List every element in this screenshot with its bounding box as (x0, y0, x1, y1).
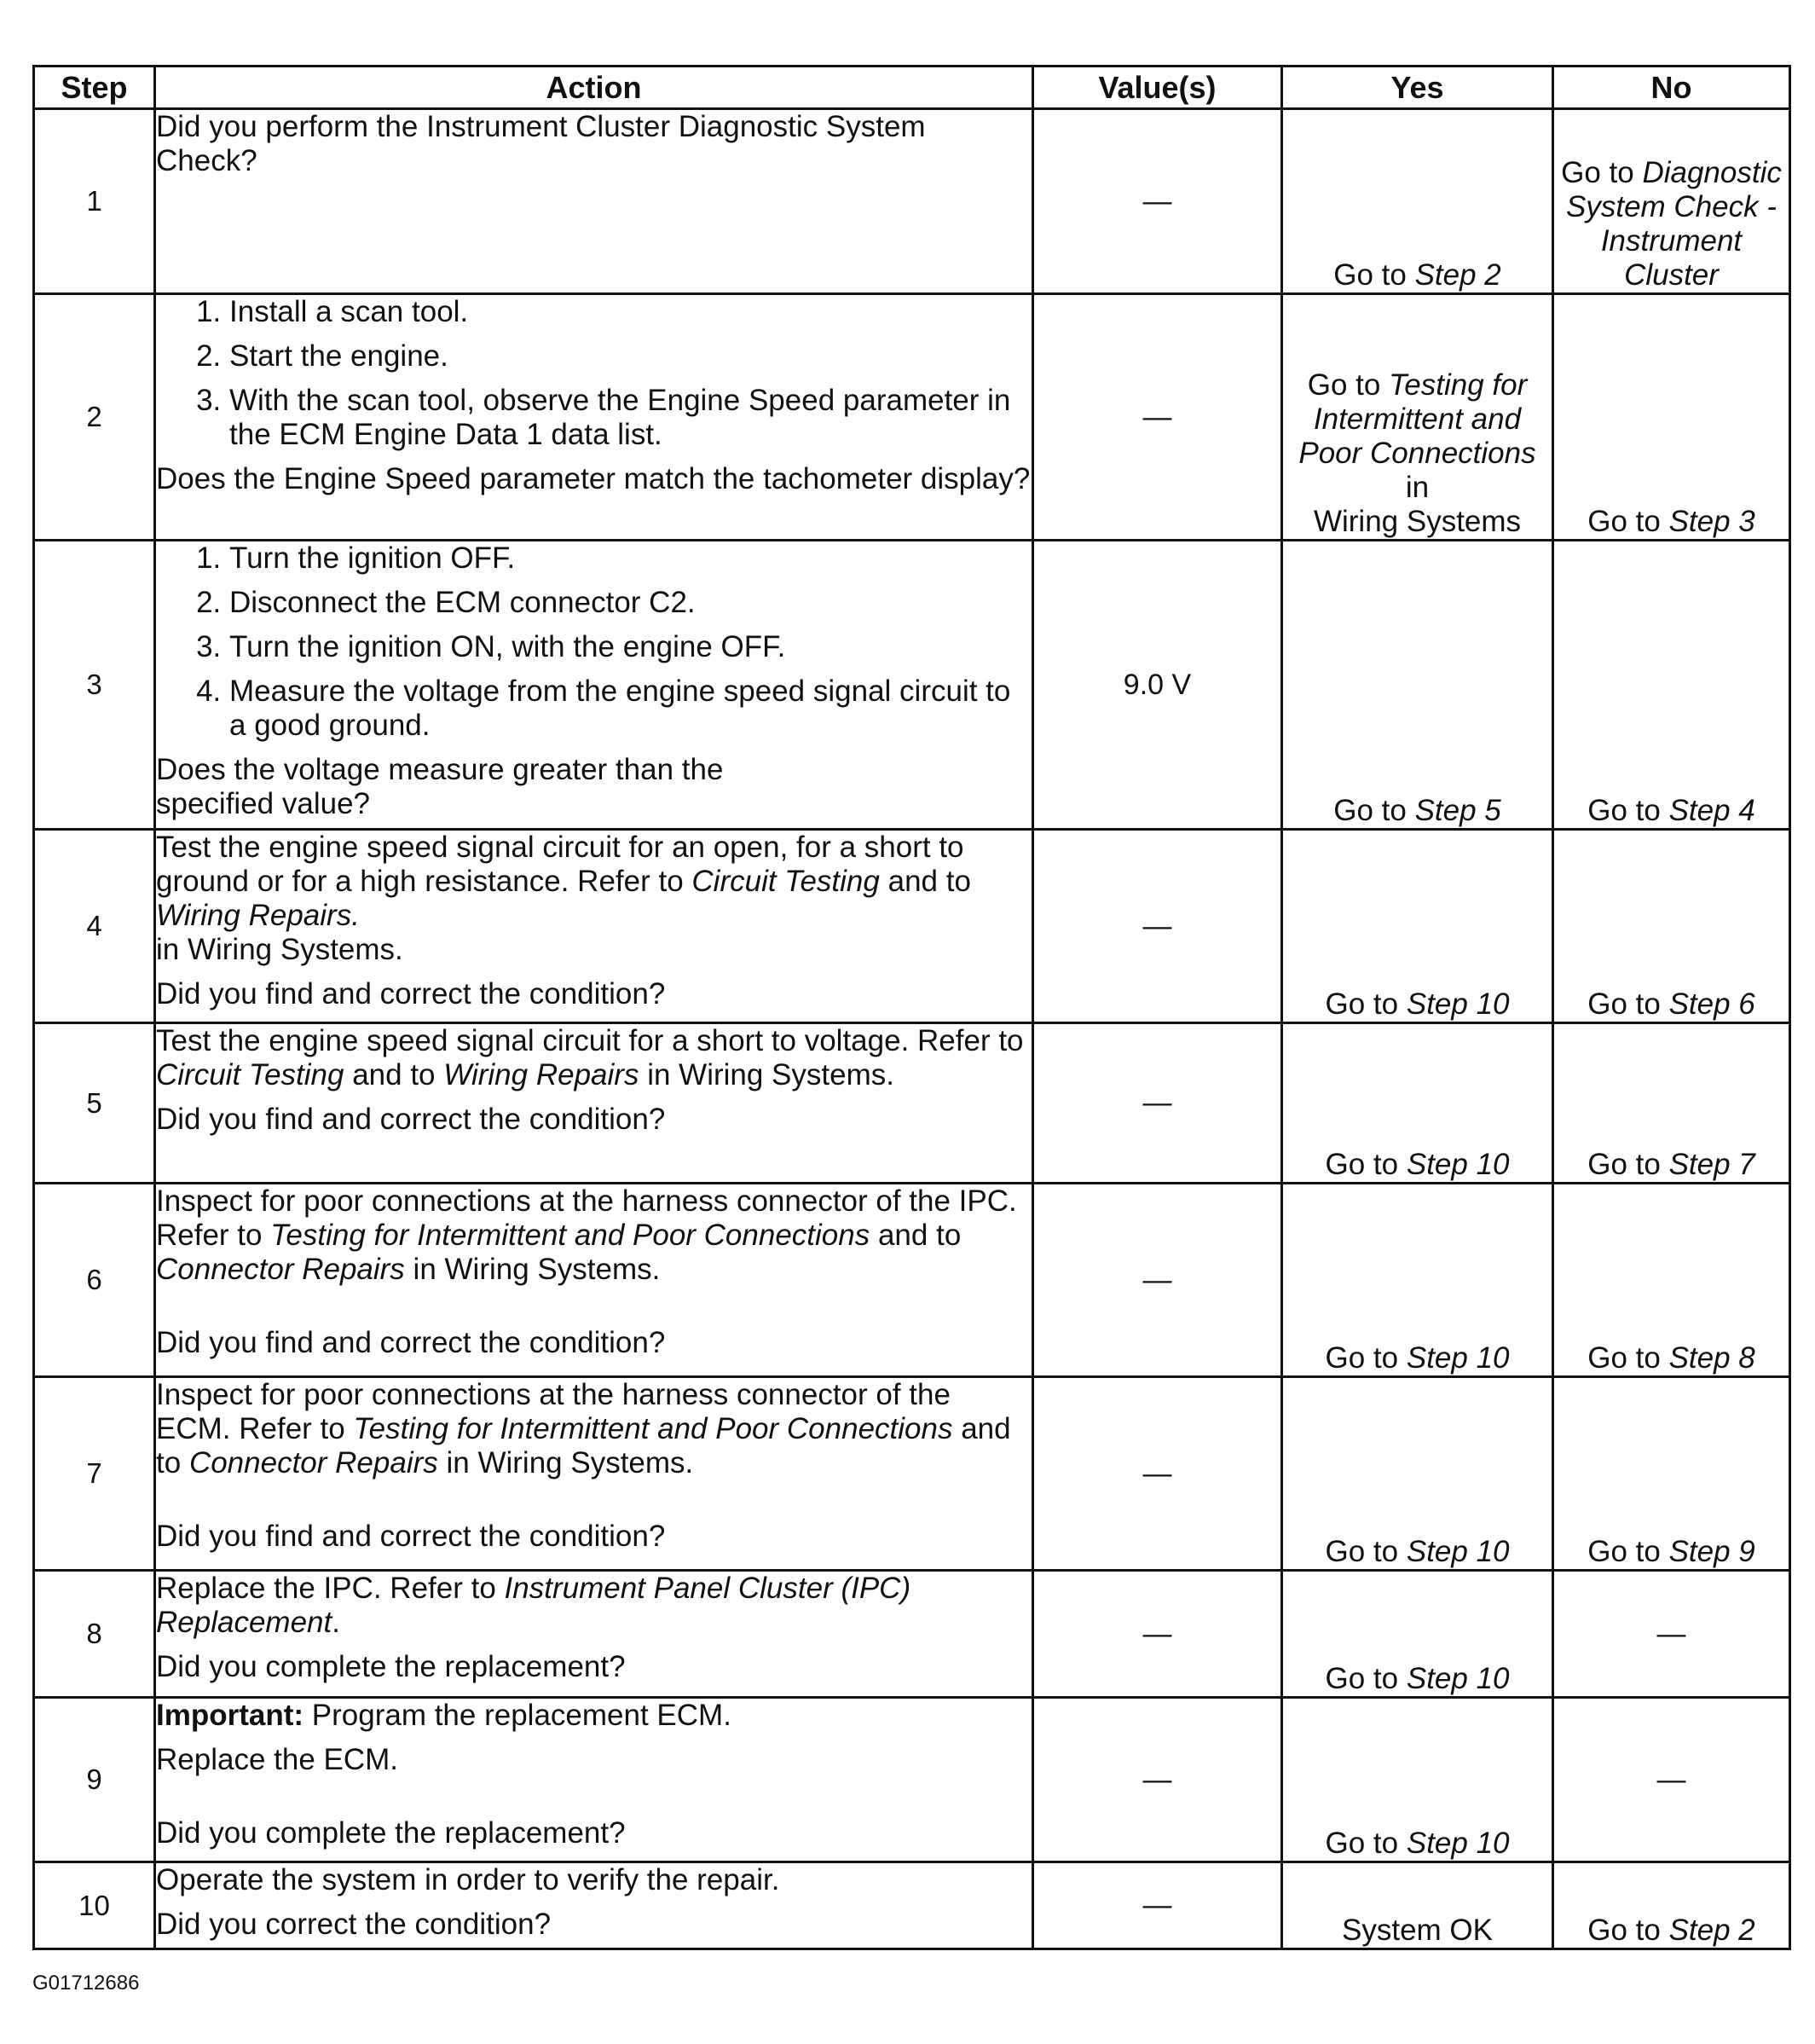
go-to-text: Go to (1325, 1827, 1399, 1860)
important-label: Important: (156, 1699, 304, 1732)
action-cell (155, 1571, 1033, 1698)
instruction-text: in Wiring Systems. (647, 1058, 894, 1091)
action-instruction: Replace the IPC. Refer to Instrument Panel Cluster (IPC) Replacement. (156, 1572, 911, 1639)
instruction-text: and to (887, 865, 971, 898)
step-number: 1 (34, 109, 155, 294)
table-row (34, 1184, 1790, 1377)
list-item: 4. Measure the voltage from the engine speed signal circuit to a good ground. (229, 675, 1032, 743)
procedure-link[interactable]: Diagnostic System Check - Instrument Cluster (1566, 156, 1782, 292)
procedure-link[interactable]: Testing for Intermittent and Poor Connections (1298, 368, 1536, 470)
no-cell (1553, 109, 1790, 294)
yes-cell (1282, 830, 1553, 1023)
reference-link[interactable]: Circuit Testing (156, 1058, 344, 1091)
step-link[interactable]: Step 4 (1668, 794, 1755, 827)
step-link[interactable]: Step 7 (1668, 1148, 1755, 1181)
step-number: 6 (34, 1184, 155, 1377)
reference-link[interactable]: Connector Repairs (156, 1253, 405, 1286)
go-to-text: Go to (1587, 1341, 1661, 1375)
header-yes: Yes (1282, 67, 1553, 109)
action-question: Did you find and correct the condition? (156, 1103, 666, 1136)
step-number: 9 (34, 1698, 155, 1862)
instruction-text: in Wiring Systems. (156, 933, 403, 966)
action-question: Did you find and correct the condition? (156, 1520, 666, 1553)
instruction-text: Inspect for poor connections at the harness connector of the IPC. Refer to (156, 1184, 1017, 1252)
no-cell (1553, 1023, 1790, 1184)
no-cell (1553, 1377, 1790, 1571)
go-to-text: Go to (1561, 156, 1634, 189)
go-to-text: Go to (1587, 1148, 1661, 1181)
step-link[interactable]: Step 5 (1414, 794, 1501, 827)
action-cell (155, 1184, 1033, 1377)
go-to-text: Go to (1333, 794, 1407, 827)
no-cell (1553, 541, 1790, 830)
table-row (34, 830, 1790, 1023)
in-text: in (1405, 471, 1430, 504)
action-question: Did you find and correct the condition? (156, 1326, 666, 1359)
value-cell: — (1033, 1698, 1282, 1862)
header-row (34, 67, 1790, 109)
go-to-text: Go to (1325, 1341, 1399, 1375)
no-cell: — (1553, 1698, 1790, 1862)
yes-cell (1282, 1023, 1553, 1184)
value-cell: — (1033, 1023, 1282, 1184)
action-instruction (156, 1184, 1032, 1287)
instruction-text: in Wiring Systems. (413, 1253, 661, 1286)
go-to-text: Go to (1587, 794, 1661, 827)
yes-cell (1282, 541, 1553, 830)
step-link[interactable]: Step 10 (1406, 1827, 1510, 1860)
table-row (34, 1377, 1790, 1571)
go-to-text: Go to (1587, 505, 1661, 538)
step-number: 3 (34, 541, 155, 830)
reference-link[interactable]: Testing for Intermittent and Poor Connections (353, 1412, 953, 1445)
action-cell (155, 830, 1033, 1023)
step-number: 7 (34, 1377, 155, 1571)
step-link[interactable]: Step 2 (1414, 258, 1501, 292)
step-link[interactable]: Step 10 (1406, 1341, 1510, 1375)
go-to-text: Go to (1325, 1535, 1399, 1568)
table-row (34, 294, 1790, 541)
go-to-text: Go to (1333, 258, 1407, 292)
instruction-text: and to (156, 1412, 1011, 1479)
go-to-text: Go to (1325, 1662, 1399, 1695)
table-row (34, 541, 1790, 830)
reference-link[interactable]: Instrument Panel Cluster (IPC) Replacement (156, 1572, 911, 1639)
figure-id: G01712686 (32, 1972, 140, 1995)
go-to-text: Go to (1587, 987, 1661, 1021)
go-to-text: Go to (1325, 987, 1399, 1021)
table-row (34, 1023, 1790, 1184)
go-to-text: Go to (1307, 368, 1381, 402)
action-question: Does the voltage measure greater than the specified value? (156, 753, 724, 820)
instruction-text: and to (352, 1058, 436, 1091)
action-question: Did you find and correct the condition? (156, 977, 666, 1010)
step-link[interactable]: Step 10 (1406, 1662, 1510, 1695)
instruction-text: Test the engine speed signal circuit for an open, for a short to ground or for a high resistance. Refer to (156, 831, 964, 898)
list-item: 2. Start the engine. (229, 339, 1032, 373)
yes-cell: System OK (1282, 1862, 1553, 1949)
step-link[interactable]: Step 6 (1668, 987, 1755, 1021)
yes-cell (1282, 109, 1553, 294)
no-cell (1553, 1184, 1790, 1377)
no-cell (1553, 830, 1790, 1023)
value-cell: — (1033, 1377, 1282, 1571)
instruction-text: Inspect for poor connections at the harness connector of the ECM. Refer to (156, 1378, 951, 1445)
important-note (156, 1699, 1032, 1733)
action-instruction (156, 1378, 1032, 1480)
action-cell (155, 1698, 1033, 1862)
reference-link[interactable]: Testing for Intermittent and Poor Connections (270, 1219, 870, 1252)
instruction-text: in Wiring Systems. (446, 1446, 694, 1479)
table-row (34, 1862, 1790, 1949)
action-question: Did you correct the condition? (156, 1908, 552, 1941)
instruction-text: Test the engine speed signal circuit for a short to voltage. Refer to (156, 1024, 1024, 1057)
yes-cell (1282, 1377, 1553, 1571)
action-cell (155, 109, 1033, 294)
value-cell: — (1033, 1184, 1282, 1377)
step-number: 2 (34, 294, 155, 541)
step-number: 8 (34, 1571, 155, 1698)
step-link[interactable]: Step 2 (1668, 1914, 1755, 1947)
yes-cell (1282, 1184, 1553, 1377)
value-cell: — (1033, 1571, 1282, 1698)
step-link[interactable]: Step 10 (1406, 1148, 1510, 1181)
instruction-text: Replace the IPC. Refer to (156, 1572, 496, 1605)
list-item: 1. Turn the ignition OFF. (229, 541, 1032, 576)
action-instruction (156, 1024, 1032, 1092)
step-link[interactable]: Step 3 (1668, 505, 1755, 538)
no-cell (1553, 294, 1790, 541)
value-cell: — (1033, 830, 1282, 1023)
diagnostic-table (32, 65, 1791, 1950)
value-cell: 9.0 V (1033, 541, 1282, 830)
table-row (34, 1698, 1790, 1862)
step-link[interactable]: Step 10 (1406, 987, 1510, 1021)
list-item: 2. Disconnect the ECM connector C2. (229, 586, 1032, 620)
action-list (156, 541, 1032, 743)
step-number: 5 (34, 1023, 155, 1184)
value-cell: — (1033, 109, 1282, 294)
value-cell: — (1033, 294, 1282, 541)
action-instruction: Operate the system in order to verify the repair. (156, 1863, 780, 1896)
instruction-text: and to (877, 1219, 962, 1252)
action-cell (155, 1862, 1033, 1949)
go-to-text: Go to (1587, 1914, 1661, 1947)
wiring-systems-text: Wiring Systems (1313, 505, 1522, 538)
action-cell (155, 1023, 1033, 1184)
important-text: Program the replacement ECM. (311, 1699, 731, 1732)
reference-link[interactable]: Circuit Testing (691, 865, 880, 898)
action-cell (155, 541, 1033, 830)
step-link[interactable]: Step 10 (1406, 1535, 1510, 1568)
table-row (34, 109, 1790, 294)
action-cell (155, 1377, 1033, 1571)
action-question: Did you complete the replacement? (156, 1650, 626, 1683)
yes-cell (1282, 294, 1553, 541)
value-cell: — (1033, 1862, 1282, 1949)
action-list (156, 295, 1032, 452)
action-question: Did you complete the replacement? (156, 1816, 626, 1850)
no-cell: — (1553, 1571, 1790, 1698)
action-cell (155, 294, 1033, 541)
list-item: 3. Turn the ignition ON, with the engine OFF. (229, 630, 1032, 664)
go-to-text: Go to (1587, 1535, 1661, 1568)
yes-cell (1282, 1698, 1553, 1862)
reference-link[interactable]: Wiring Repairs. (156, 899, 360, 932)
action-question: Does the Engine Speed parameter match the tachometer display? (156, 462, 1031, 495)
reference-link[interactable]: Wiring Repairs (443, 1058, 639, 1091)
go-to-text: Go to (1325, 1148, 1399, 1181)
list-item: 1. Install a scan tool. (229, 295, 1032, 329)
header-step: Step (34, 67, 155, 109)
yes-cell (1282, 1571, 1553, 1698)
action-question: Did you perform the Instrument Cluster Diagnostic System Check? (156, 110, 926, 177)
table-row (34, 1571, 1790, 1698)
header-values: Value(s) (1033, 67, 1282, 109)
no-cell (1553, 1862, 1790, 1949)
step-number: 10 (34, 1862, 155, 1949)
step-number: 4 (34, 830, 155, 1023)
action-instruction: Replace the ECM. (156, 1743, 399, 1776)
reference-link[interactable]: Connector Repairs (188, 1446, 438, 1479)
action-instruction (156, 831, 1032, 967)
step-link[interactable]: Step 8 (1668, 1341, 1755, 1375)
header-no: No (1553, 67, 1790, 109)
list-item: 3. With the scan tool, observe the Engine Speed parameter in the ECM Engine Data 1 data list. (229, 384, 1032, 452)
header-action: Action (155, 67, 1033, 109)
step-link[interactable]: Step 9 (1668, 1535, 1755, 1568)
